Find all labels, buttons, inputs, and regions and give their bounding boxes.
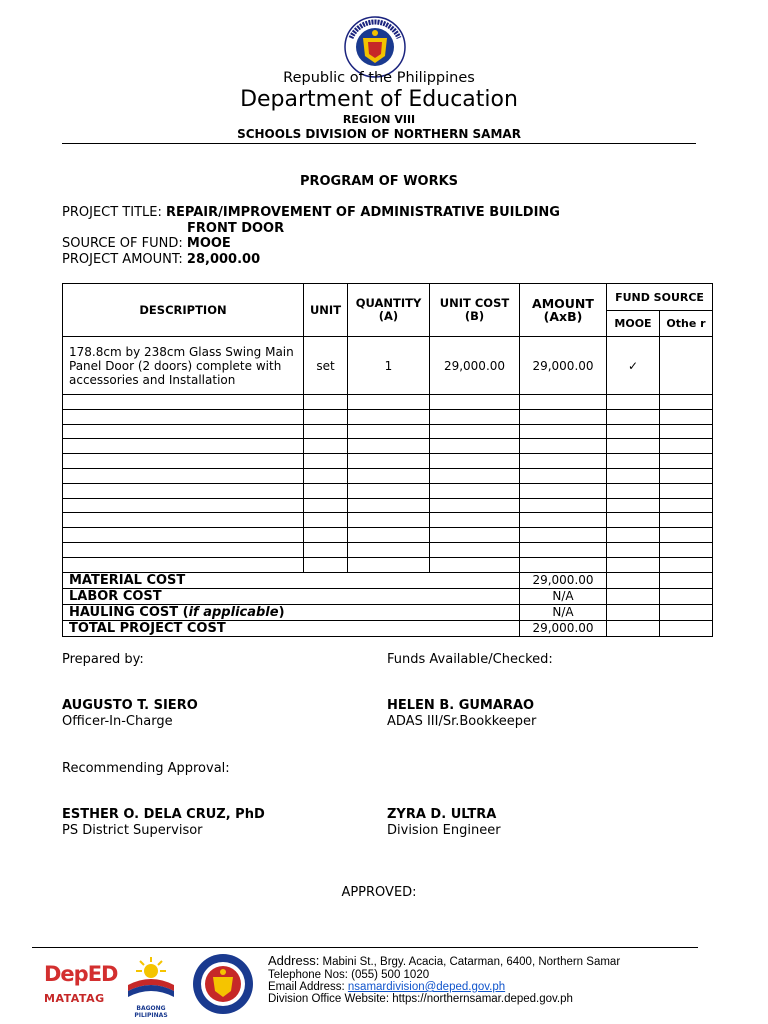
project-amount-label: PROJECT AMOUNT: (62, 252, 187, 267)
blank-row (63, 409, 713, 424)
labor-cost-row (63, 588, 713, 604)
total-cost-value: 29,000.00 (520, 620, 607, 636)
matatag-logo-text: MATATAG (44, 992, 105, 1005)
division-heading: SCHOOLS DIVISION OF NORTHERN SAMAR (237, 127, 521, 141)
recommender-2-name: ZYRA D. ULTRA (387, 807, 497, 822)
footer-divider (32, 947, 698, 948)
header-divider (62, 143, 696, 144)
recommender-1-name: ESTHER O. DELA CRUZ, PhD (62, 807, 265, 822)
hauling-cost-label (63, 604, 520, 620)
blank-row (63, 439, 713, 454)
recommender-1-title: PS District Supervisor (62, 823, 203, 838)
prepared-title: Officer-In-Charge (62, 714, 173, 729)
project-title-value-1: REPAIR/IMPROVEMENT OF ADMINISTRATIVE BUILDING (166, 205, 560, 220)
footer-website: Division Office Website: https://northernsamar.deped.gov.ph (268, 993, 573, 1005)
republic-heading: Republic of the Philippines (283, 70, 475, 86)
recommending-approval-label: Recommending Approval: (62, 761, 230, 776)
project-title-value-2: FRONT DOOR (187, 221, 285, 236)
funds-available-label: Funds Available/Checked: (387, 652, 553, 667)
col-header-description: DESCRIPTION (63, 284, 304, 337)
hauling-cost-row (63, 604, 713, 620)
col-header-unit: UNIT (304, 284, 348, 337)
address-value: Mabini St., Brgy. Acacia, Catarman, 6400, Northern Samar (319, 956, 621, 968)
blank-row (63, 483, 713, 498)
blank-row (63, 468, 713, 483)
blank-row (63, 542, 713, 557)
col-header-unit-cost: UNIT COST (B) (430, 284, 520, 337)
project-amount-line (62, 252, 260, 268)
deped-matatag-logo-icon (44, 960, 118, 1010)
prepared-by-label: Prepared by: (62, 652, 144, 667)
bagong-pilipinas-text: BAGONG PILIPINAS (134, 1005, 168, 1019)
approved-label: APPROVED: (341, 885, 417, 900)
total-cost-label: TOTAL PROJECT COST (63, 620, 520, 636)
table-row (63, 337, 713, 395)
email-link[interactable]: nsamardivision@deped.gov.ph (347, 981, 506, 993)
region-heading: REGION VIII (342, 113, 416, 126)
email-label: Email Address: (268, 981, 348, 993)
blank-row (63, 528, 713, 543)
col-header-amount: AMOUNT (AxB) (520, 284, 607, 337)
blank-row (63, 424, 713, 439)
deped-seal-icon (339, 16, 411, 78)
col-header-other: Othe r (660, 311, 713, 337)
item-quantity: 1 (348, 337, 430, 395)
footer-telephone: Telephone Nos: (055) 500 1020 (268, 969, 430, 981)
recommender-2-title: Division Engineer (387, 823, 501, 838)
col-header-quantity: QUANTITY (A) (348, 284, 430, 337)
material-cost-row (63, 572, 713, 588)
funds-name: HELEN B. GUMARAO (387, 698, 535, 713)
blank-row (63, 395, 713, 410)
item-amount: 29,000.00 (520, 337, 607, 395)
labor-cost-value: N/A (520, 588, 607, 604)
project-amount-value: 28,000.00 (186, 252, 261, 267)
hauling-cost-value: N/A (520, 604, 607, 620)
source-of-fund-value: MOOE (186, 236, 231, 251)
document-title: PROGRAM OF WORKS (299, 174, 459, 189)
hauling-cost-italic: if applicable (188, 604, 279, 620)
project-title-line-2 (187, 221, 284, 237)
footer-address (268, 955, 620, 969)
address-label: Address: (268, 953, 320, 968)
blank-row (63, 557, 713, 572)
source-of-fund-line (62, 236, 231, 252)
footer-email (268, 981, 505, 994)
col-header-mooe: MOOE (607, 311, 660, 337)
project-title-label: PROJECT TITLE: (62, 205, 166, 220)
source-of-fund-label: SOURCE OF FUND: (62, 236, 187, 251)
labor-cost-label: LABOR COST (63, 588, 520, 604)
department-heading: Department of Education (240, 87, 518, 112)
kagawaran-seal-icon (188, 953, 258, 1015)
deped-logo-text: DepED (44, 962, 118, 986)
blank-row (63, 498, 713, 513)
item-other (660, 337, 713, 395)
blank-row (63, 513, 713, 528)
project-title-line (62, 205, 560, 221)
item-mooe-check: ✓ (607, 337, 660, 395)
material-cost-value: 29,000.00 (520, 572, 607, 588)
prepared-name: AUGUSTO T. SIERO (62, 698, 198, 713)
bagong-pilipinas-logo-icon (120, 953, 182, 1019)
funds-title: ADAS III/Sr.Bookkeeper (387, 714, 537, 729)
item-unit-cost: 29,000.00 (430, 337, 520, 395)
bagong-pilipinas-emblem-icon (120, 953, 182, 1001)
hauling-cost-text: HAULING COST ( (69, 604, 189, 620)
total-cost-row (63, 620, 713, 636)
blank-row (63, 454, 713, 469)
col-header-fund-source: FUND SOURCE (607, 284, 713, 311)
item-description: 178.8cm by 238cm Glass Swing Main Panel Door (2 doors) complete with accessories and Installation (63, 337, 304, 395)
material-cost-label: MATERIAL COST (63, 572, 520, 588)
item-unit: set (304, 337, 348, 395)
program-of-works-table (62, 283, 713, 637)
hauling-cost-close: ) (278, 604, 285, 620)
